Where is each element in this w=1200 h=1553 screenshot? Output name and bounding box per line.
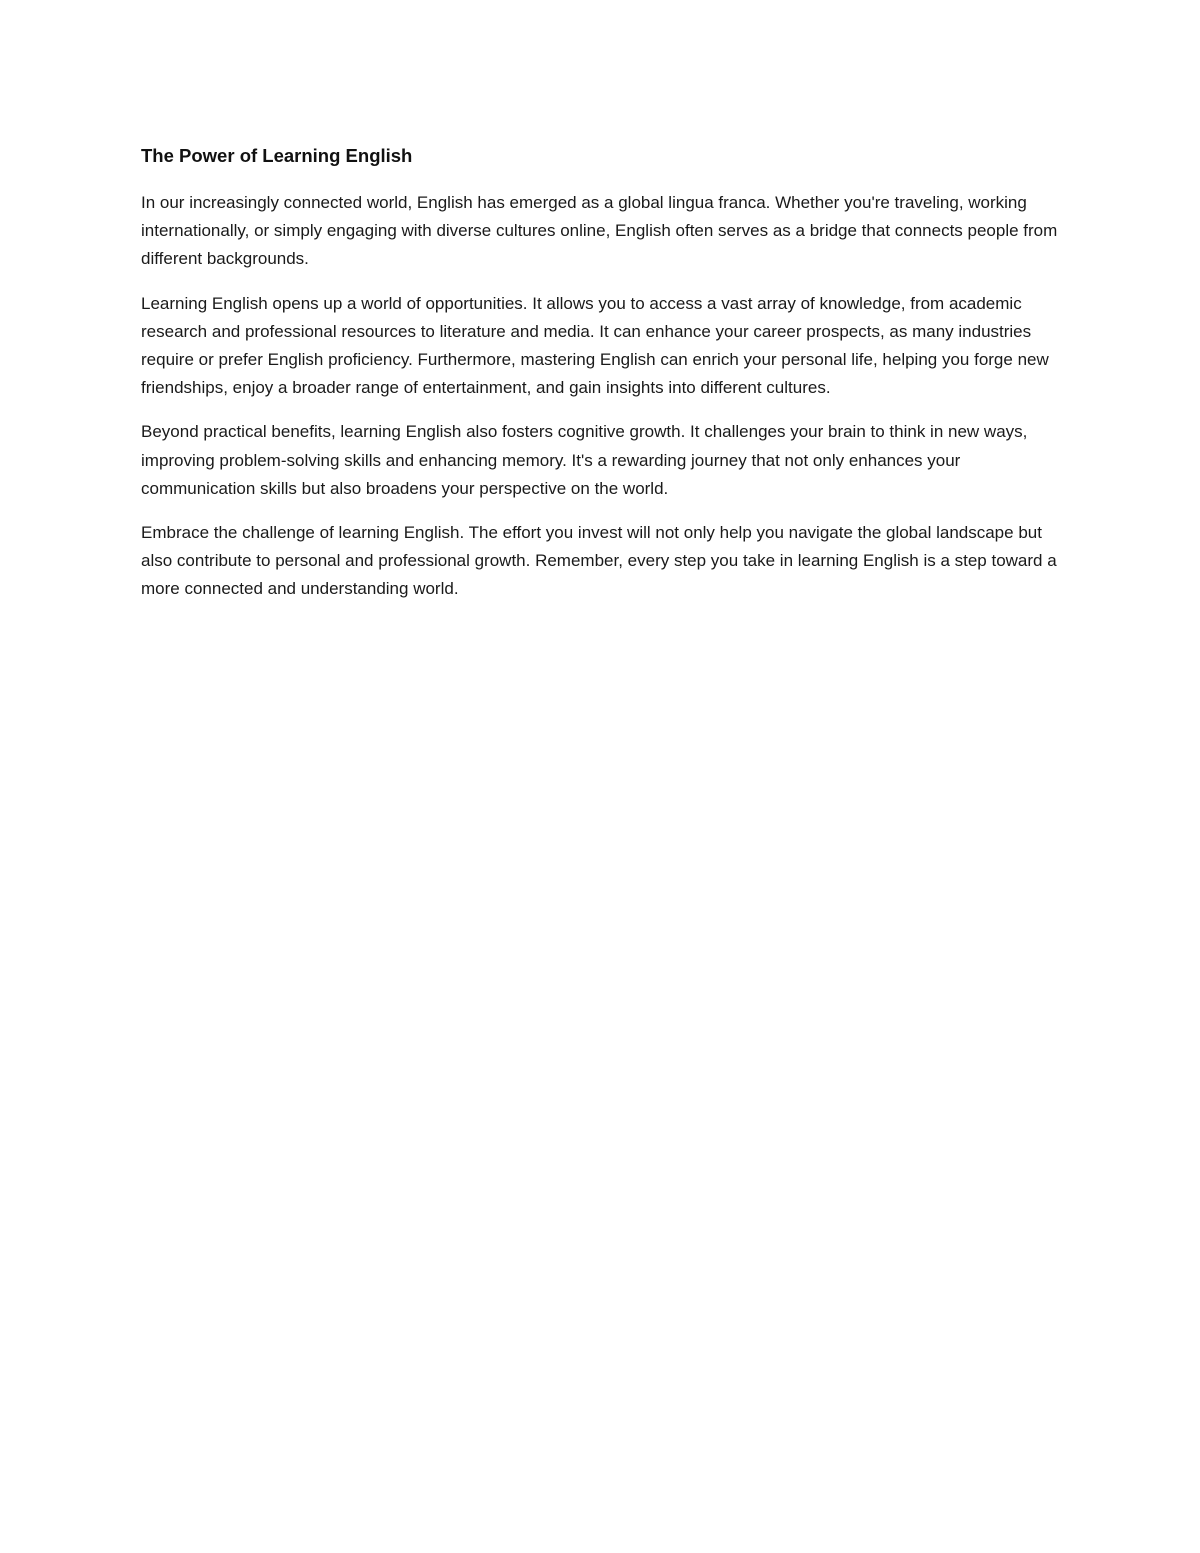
paragraph-intro: In our increasingly connected world, English has emerged as a global lingua franca. Whether you're traveling, working internationally, or simply engaging with diverse cultures online, English often serves as a bridge that connects people from different backgrounds.: [141, 193, 1058, 269]
paragraph-cognitive-growth: Beyond practical benefits, learning English also fosters cognitive growth. It challenges your brain to think in new ways, improving problem-solving skills and enhancing memory. It's a rewarding journey that not only enhances your communication skills but also broadens your perspective on the world.: [141, 422, 1028, 498]
document-title: The Power of Learning English: [141, 145, 413, 166]
paragraph-conclusion: Embrace the challenge of learning English. The effort you invest will not only help you navigate the global landscape but also contribute to personal and professional growth. Remember, every step you take in learning English is a step toward a more connected and understanding world.: [141, 523, 1057, 599]
paragraph-opportunities: Learning English opens up a world of opportunities. It allows you to access a vast array of knowledge, from academic research and professional resources to literature and media. It can enhance your career prospects, as many industries require or prefer English proficiency. Furthermore, mastering English can enrich your personal life, helping you forge new friendships, enjoy a broader range of entertainment, and gain insights into different cultures.: [141, 293, 1049, 398]
document-body: [141, 143, 1066, 620]
